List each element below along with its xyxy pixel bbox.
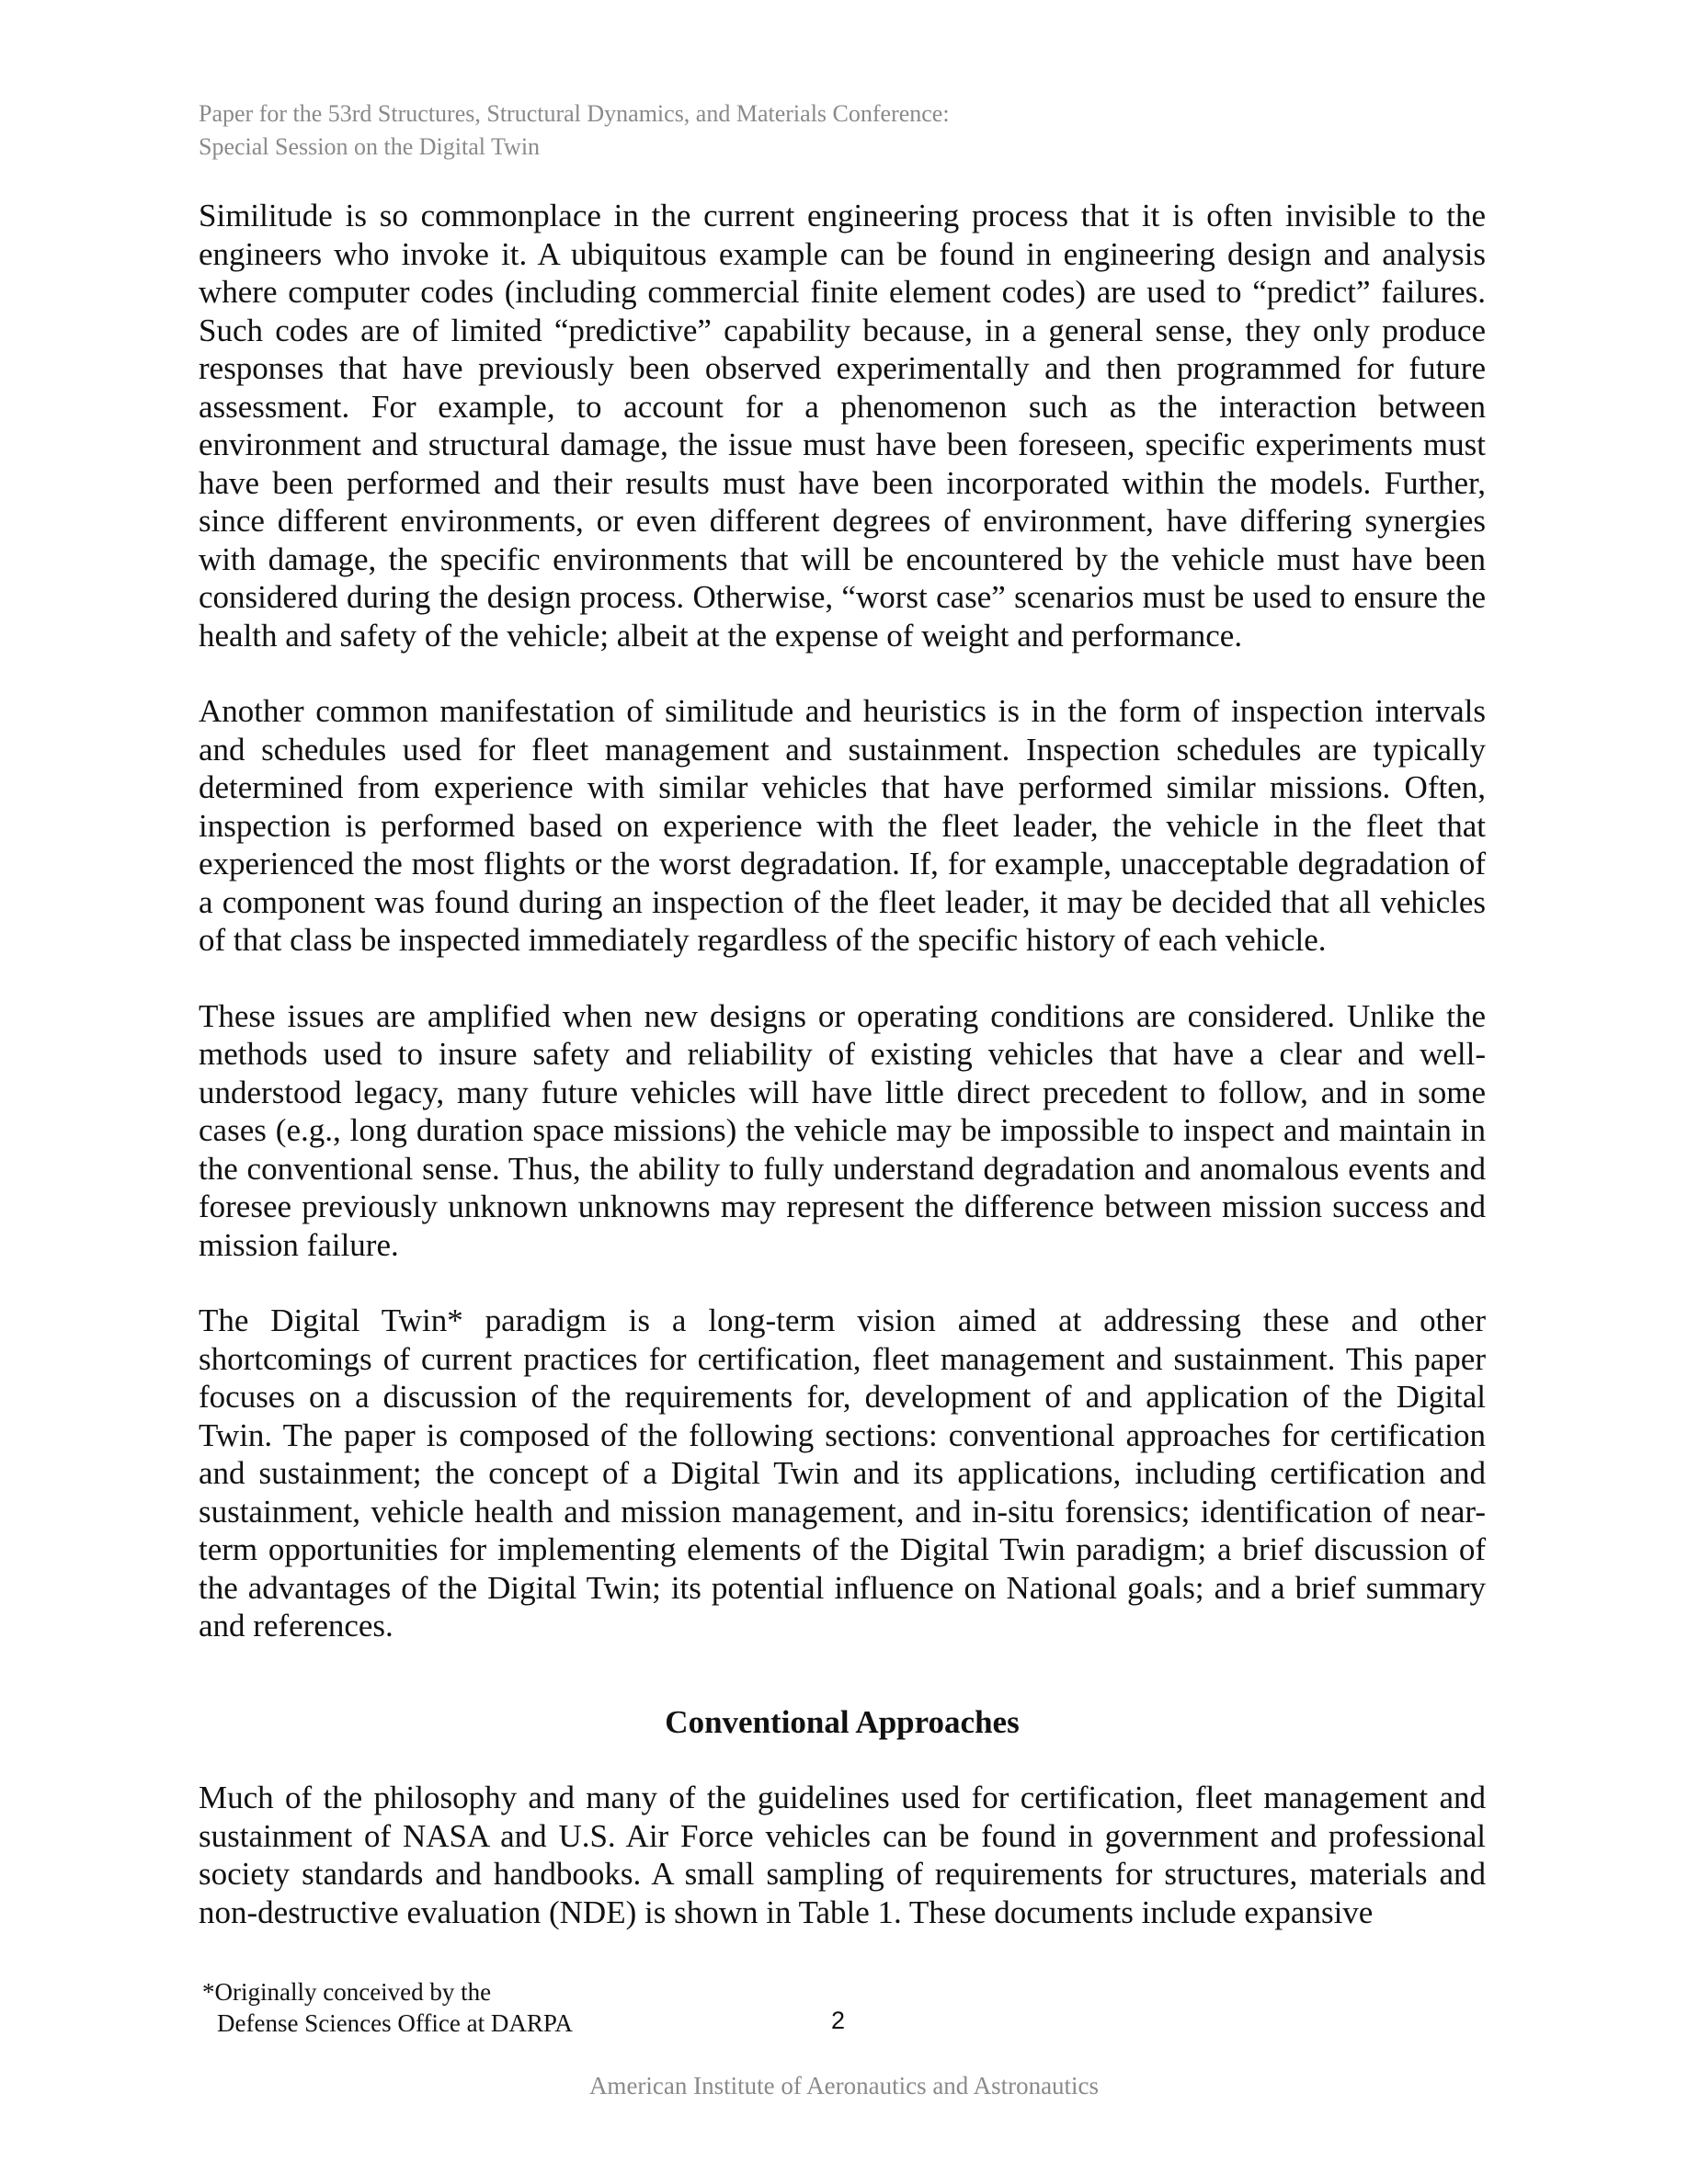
paragraph-new-designs: These issues are amplified when new designs or operating conditions are considered. Unlike the methods used to insure safety and reliability of existing vehicles that have a clear and well-understood legacy, many future vehicles will have little direct precedent to follow, and in some cases (e.g., long duration space missions) the vehicle may be impossible to inspect and maintain in the conventional sense. Thus, the ability to fully understand degradation and anomalous events and foresee previously unknown unknowns may represent the difference between mission success and mission failure. (199, 997, 1486, 1263)
footnote-line-2: Defense Sciences Office at DARPA (217, 2009, 573, 2037)
main-body (199, 197, 1486, 1969)
running-header (199, 97, 1486, 164)
footnote (202, 1976, 573, 2039)
paragraph-inspection: Another common manifestation of similitude and heuristics is in the form of inspection intervals and schedules used for fleet management and sustainment. Inspection schedules are typically determined from experience with similar vehicles that have performed similar missions. Often, inspection is performed based on experience with the fleet leader, the vehicle in the fleet that experienced the most flights or the worst degradation. If, for example, unacceptable degradation of a component was found during an inspection of the fleet leader, it may be decided that all vehicles of that class be inspected immediately regardless of the specific history of each vehicle. (199, 693, 1486, 958)
running-header-line-2: Special Session on the Digital Twin (199, 133, 541, 160)
paragraph-conventional-approaches: Much of the philosophy and many of the guidelines used for certification, fleet management and sustainment of NASA and U.S. Air Force vehicles can be found in government and professional society standards and handbooks. A small sampling of requirements for structures, materials and non-destructive evaluation (NDE) is shown in Table 1. These documents include expansive (199, 1780, 1486, 1930)
paragraph-similitude: Similitude is so commonplace in the current engineering process that it is often invisible to the engineers who invoke it. A ubiquitous example can be found in engineering design and analysis where computer codes (including commercial finite element codes) are used to “predict” failures. Such codes are of limited “predictive” capability because, in a general sense, they only produce responses that have previously been observed experimentally and then programmed for future assessment. For example, to account for a phenomenon such as the interaction between environment and structural damage, the issue must have been foreseen, specific experiments must have been performed and their results must have been incorporated within the models. Further, since different environments, or even different degrees of environment, have differing synergies with damage, the specific environments that will be encountered by the vehicle must have been considered during the design process. Otherwise, “worst case” scenarios must be used to ensure the health and safety of the vehicle; albeit at the expense of weight and performance. (199, 198, 1486, 654)
paragraph-digital-twin: The Digital Twin* paradigm is a long-term vision aimed at addressing these and other shortcomings of current practices for certification, fleet management and sustainment. This paper focuses on a discussion of the requirements for, development of and application of the Digital Twin. The paper is composed of the following sections: conventional approaches for certification and sustainment; the concept of a Digital Twin and its applications, including certification and sustainment, vehicle health and mission management, and in-situ forensics; identification of near-term opportunities for implementing elements of the Digital Twin paradigm; a brief discussion of the advantages of the Digital Twin; its potential influence on National goals; and a brief summary and references. (199, 1302, 1486, 1644)
page-number: 2 (831, 2007, 846, 2034)
running-footer: American Institute of Aeronautics and Astronautics (588, 2072, 1100, 2099)
footnote-line-1: *Originally conceived by the (202, 1978, 492, 2006)
section-heading: Conventional Approaches (665, 1703, 1020, 1740)
running-header-line-1: Paper for the 53rd Structures, Structural Dynamics, and Materials Conference: (199, 100, 950, 127)
